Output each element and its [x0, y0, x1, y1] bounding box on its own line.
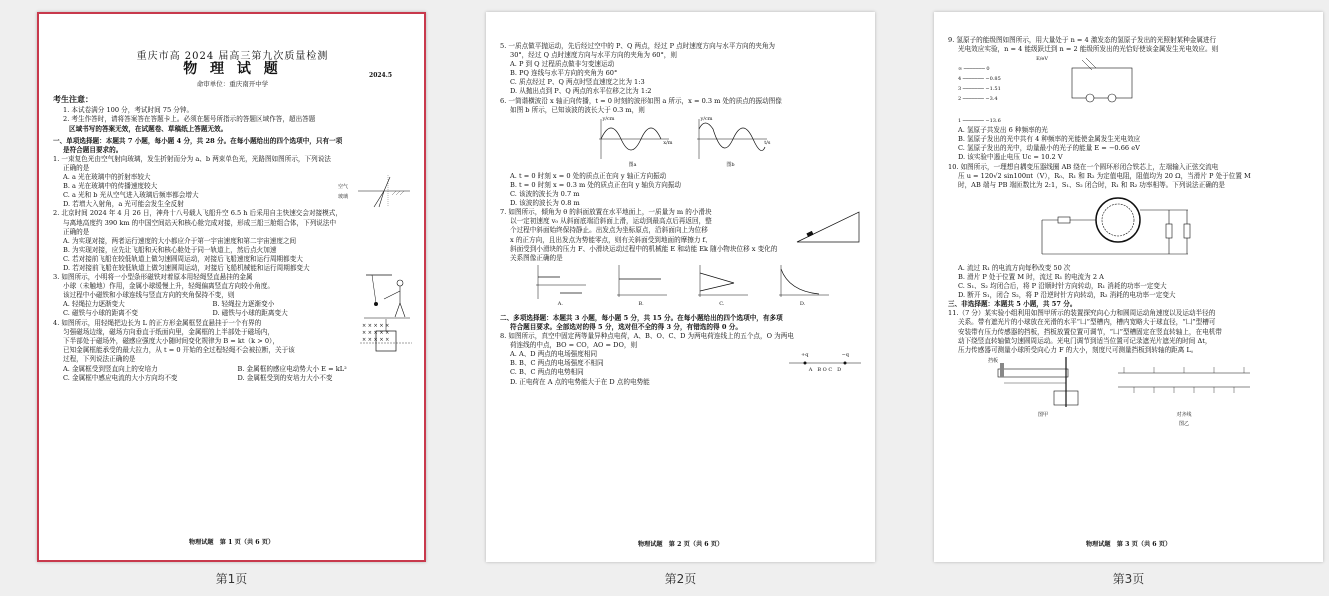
page-thumbnail-1[interactable]: [37, 12, 426, 562]
figure-caption: 图b: [726, 161, 735, 168]
energy-unit: E/eV: [1036, 56, 1048, 63]
page-label-1[interactable]: 第1页: [215, 572, 248, 586]
energy-level: 2 ─────── −3.4: [958, 96, 998, 103]
section-heading: 一、单项选择题：本题共 7 小题，每小题 4 分，共 28 分。在每小题给出的四个选项中，只有一项: [53, 136, 343, 145]
section-heading: 二、多项选择题：本题共 3 小题，每小题 5 分，共 15 分。在每小题给出的四个选项中，有多项: [500, 313, 783, 322]
question-text: 9. 氢原子的能级图如图所示，用大量处于 n = 4 激发态的氢原子发出的光照射某种金属进行: [948, 36, 1217, 44]
option: B. 氢原子发出的光中共有 4 种频率的光能使金属发生光电效应: [958, 135, 1141, 144]
figure-jia: [988, 357, 1098, 429]
question-text: 安装带有压力传感器的挡板，挡板放置位置可调节，“凵”型槽固定在竖直转轴上，在电机带: [958, 327, 1222, 336]
photoelectric-circuit: [1062, 54, 1142, 126]
option: D. 金属框受到的安培力大小不变: [237, 373, 333, 382]
magnet-person-figure: [362, 273, 412, 319]
energy-level-diagram: [958, 54, 1048, 126]
negative-charge-label: −q: [841, 352, 849, 359]
graph-option-b: [613, 265, 669, 309]
question-text: 7. 如图所示，倾角为 θ 的斜面放置在水平地面上，一质量为 m 的小滑块: [500, 208, 712, 217]
question-text: 与离地高度约 390 km 的中国空间站天和核心舱完成对接，形成三船三舱组合体，下列说法中: [63, 218, 337, 227]
svg-text:× × × × ×: × × × × ×: [362, 330, 390, 337]
option: D. 若增大入射角，a 光可能会发生全反射: [63, 200, 184, 209]
positive-charge-label: +q: [801, 352, 809, 359]
question-text: 如图 b 所示，已知该波的波长大于 0.3 m，则: [510, 105, 645, 114]
notice-title: 考生注意：: [53, 94, 93, 105]
option: A. 轻绳拉力逐渐变大: [63, 300, 125, 309]
question-text: 30°，经过 Q 点时速度方向与水平方向的夹角为 60°，则: [510, 51, 677, 60]
option: A. 氢原子共发出 6 种频率的光: [958, 126, 1048, 135]
question-text: 6. 一简谐横波沿 x 轴正向传播，t = 0 时刻的波形如图 a 所示，x = 0.3 m 处的质点的振动图像: [500, 96, 782, 105]
figure-yi: [1114, 357, 1254, 429]
graph-option-a: [532, 265, 588, 309]
exam-title-line: 重庆市高 2024 届高三第九次质量检测: [136, 51, 329, 62]
question-text: 8. 如图所示，真空中固定两等量异种点电荷，A、B、O、C、D 为两电荷连线上的五个点，O 为两电: [500, 332, 794, 341]
question-text: 关系图像正确的是: [510, 253, 563, 262]
option: A. 流过 R₁ 的电流方向每秒改变 50 次: [958, 263, 1071, 272]
notice-line: 2. 考生作答时，请将答案答在答题卡上。必须在题号所指示的答题区域作答，超出答题: [63, 115, 316, 124]
energy-level-figures: [948, 54, 1311, 126]
incline-figure: [793, 208, 863, 244]
option: D. 该波的波长为 0.8 m: [510, 199, 580, 208]
energy-level: 4 ─────── −0.85: [958, 76, 1001, 83]
question-text: 关系。带有遮光片的小球放在光滑的水平“凵”型槽内，槽内宽略大于球直径，“凵”型槽可: [958, 318, 1216, 327]
option: C. 磁铁与小球的距离不变: [63, 309, 138, 318]
option: C. 氢原子发出的光中，动量最小的光子的能量 E = −0.66 eV: [958, 144, 1140, 153]
points-label: A B O C D: [808, 367, 842, 374]
question-text: 正确的是: [63, 163, 90, 172]
section-heading: 三、非选择题：本题共 5 小题，共 57 分。: [948, 300, 1077, 309]
question-text: 个过程中斜面始终保持静止。出发点为坐标原点，沿斜面向上为位移: [510, 226, 708, 235]
question-text: 小球（未触地）作用，金属小球缓慢上升，轻绳偏离竖直方向较小角度。: [63, 282, 274, 291]
option: D. 若对接前飞船在较低轨道上做匀速圆周运动，对接后飞船机械能和运行周期都变大: [63, 263, 310, 272]
page-content: [39, 14, 424, 383]
option: A. t = 0 时刻 x = 0 处的质点正在向 y 轴正方向振动: [510, 171, 667, 180]
graph-option-c: [694, 265, 750, 309]
option: C. B、C 两点的电势相同: [510, 368, 584, 377]
glass-label: 玻璃: [338, 194, 349, 201]
option: C. 金属框中感应电流的大小方向均不变: [63, 373, 178, 382]
option-label: B.: [638, 300, 644, 307]
option: B. a 光在玻璃中的传播速度较大: [63, 182, 158, 191]
option: C. 该波的波长为 0.7 m: [510, 190, 580, 199]
svg-text:× × × × ×: × × × × ×: [362, 337, 390, 344]
figure-caption: 图甲: [1037, 411, 1048, 418]
option: D. 磁铁与小球的距离变大: [212, 309, 288, 318]
energy-level: 3 ─────── −1.51: [958, 86, 1001, 93]
align-label: 对齐线: [1176, 411, 1192, 418]
figure-caption: 图乙: [1178, 420, 1189, 427]
question-text: 11.（7 分）某实验小组利用如图甲所示的装置探究向心力和圆周运动角速度以及运动半径的: [948, 309, 1216, 318]
board-label: 挡板: [988, 357, 999, 364]
page-label-3[interactable]: 第3页: [1112, 572, 1145, 586]
page-footer: 物理试题 第 2 页（共 6 页）: [637, 541, 724, 548]
question-text: 3. 如图所示，小明将一小型条形磁铁对着原本用轻绳竖直悬挂的金属: [53, 273, 253, 282]
option: B. PQ 连线与水平方向的夹角为 60°: [510, 69, 618, 78]
option: B. B、C 两点的电场强度不相同: [510, 359, 604, 368]
question-text: 下半部处于磁场外，磁感应强度大小随时间变化规律为 B = kt（k > 0），: [63, 337, 279, 346]
subject-text: 物 理 试 题: [183, 61, 282, 78]
page-label-2[interactable]: 第2页: [664, 572, 697, 586]
page-thumbnail-3[interactable]: [934, 12, 1323, 562]
exam-unit: 命审单位：重庆南开中学: [196, 80, 269, 89]
wave-figure-b: [691, 117, 771, 170]
transformer-circuit: [948, 190, 1311, 264]
charges-figure: [787, 341, 863, 386]
question-text: 过程，下列说法正确的是: [63, 355, 136, 364]
option: A. 为实现对接，两者运行速度的大小都应介于第一宇宙速度和第二宇宙速度之间: [63, 236, 297, 245]
option-label: C.: [719, 300, 725, 307]
option: A. P 到 Q 过程质点做非匀变速运动: [510, 60, 615, 69]
question-text: 时，AB 端与 PB 端匝数比为 2:1，S₁、S₂ 闭合时，R₁ 和 R₂ 功率相等。下列说法正确的是: [958, 180, 1226, 189]
option: D. 从抛出点到 P、Q 两点的水平位移之比为 1:2: [510, 87, 652, 96]
svg-text:× × × × ×: × × × × ×: [362, 323, 390, 330]
option: B. 金属框的感应电动势大小 E = kL²: [237, 364, 347, 373]
question-text: 荷连线的中点，BO = CO，AO = DO，则: [510, 341, 638, 350]
magnetic-field-figure: [360, 319, 412, 364]
option: A. a 光在玻璃中的折射率较大: [63, 173, 151, 182]
question-text: 光电效应实验，n = 4 能级跃迁到 n = 2 能级所发出的光恰好使该金属发生光电效应。则: [958, 45, 1219, 54]
option: C. S₁、S₂ 均闭合后，将 P 沿顺时针方向转动，R₁ 消耗的功率一定变大: [958, 282, 1167, 291]
option: D. 正电荷在 A 点的电势能大于在 D 点的电势能: [510, 377, 650, 386]
notice-line: 1. 本试卷满分 100 分，考试时间 75 分钟。: [63, 106, 194, 115]
question-text: 2. 北京时间 2024 年 4 月 26 日，神舟十八号载人飞船升空 6.5 h 后采用自主快速交会对接模式，: [53, 209, 342, 218]
option: B. 为实现对接，应先让飞船和天和核心舱处于同一轨道上，然后点火加速: [63, 245, 277, 254]
y-axis-label: y/cm: [700, 115, 713, 122]
option-label: D.: [799, 300, 806, 307]
option: B. 轻绳拉力逐渐变小: [212, 300, 275, 309]
wave-figures: [500, 117, 863, 170]
subject-title: [53, 61, 412, 80]
question-text: 4. 如图所示，用轻绳把边长为 L 的正方形金属框竖直悬挂于一个有界的: [53, 319, 262, 328]
wave-figure-a: [593, 117, 673, 170]
option: C. 若对接前飞船在较低轨道上做匀速圆周运动，对接后飞船速度和运行周期都变大: [63, 254, 303, 263]
question-text: 压 u = 120√2 sin100πt（V），R₀、R₁ 和 R₂ 为定值电阻，阻值均为 20 Ω，当滑片 P 处于位置 M: [958, 171, 1251, 180]
section-heading: 是符合题目要求的。: [63, 145, 123, 154]
graph-options: [500, 263, 863, 311]
page-thumbnail-2[interactable]: [486, 12, 875, 562]
option: C. 质点经过 P、Q 两点时竖直速度之比为 1:3: [510, 78, 645, 87]
energy-level: ∞ ─────── 0: [958, 66, 990, 73]
option: D. 断开 S₁，闭合 S₂，将 P 沿逆时针方向转动，R₂ 消耗的电功率一定变大: [958, 291, 1176, 300]
question-text: 动下绕竖直转轴做匀速圆周运动。光电门调节到适当位置可记录遮光片遮光的时间 Δt，: [958, 336, 1212, 345]
air-label: 空气: [338, 184, 349, 191]
experiment-figures: [948, 357, 1311, 429]
question-text: x 的正方向，且出发点为势能零点，则有关斜面受到地面的摩擦力 f、: [510, 235, 712, 244]
question-text: 以一定初速度 v₀ 从斜面底端沿斜面上滑，运动到最高点后再返回，整: [510, 217, 712, 226]
option: C. a 光和 b 光从空气进入玻璃后频率都会增大: [63, 191, 199, 200]
question-text: 该过程中小磁铁和小球连线与竖直方向的夹角保持不变，则: [63, 291, 235, 300]
question-text: 正确的是: [63, 227, 90, 236]
page-footer: 物理试题 第 3 页（共 6 页）: [1085, 541, 1172, 548]
question-text: 10. 如图所示，一理想自耦变压器线圈 AB 绕在一个圆环形闭合铁芯上，左端输入正弦交流电: [948, 162, 1219, 171]
option: B. t = 0 时刻 x = 0.3 m 处的质点正在向 y 轴负方向振动: [510, 180, 681, 189]
question-text: 1. 一束复色光由空气射向玻璃，发生折射而分为 a、b 两束单色光，光路图如图所示，下列说法: [53, 154, 331, 163]
figure-caption: 图a: [628, 161, 637, 168]
refraction-figure: [332, 173, 412, 209]
option: A. A、D 两点的电场强度相同: [510, 350, 598, 359]
exam-date: 2024.5: [369, 72, 392, 80]
graph-option-d: [775, 265, 831, 309]
energy-level: 1 ─────── −13.6: [958, 118, 1001, 125]
option: A. 金属框受到竖直向上的安培力: [63, 364, 158, 373]
question-text: 已知金属框能承受的最大拉力，从 t = 0 开始的全过程轻绳不会被拉断，关于该: [63, 346, 295, 355]
option: B. 滑片 P 处于位置 M 时，流过 R₁ 的电流为 2 A: [958, 272, 1104, 281]
page-content: [486, 12, 875, 387]
page-content: [934, 12, 1323, 429]
notice-line: 区域书写的答案无效，在试题卷、草稿纸上答题无效。: [69, 124, 228, 133]
question-text: 斜面受到小滑块的压力 F、小滑块运动过程中的机械能 E 和动能 Ek 随小物块位移 x 变化的: [510, 244, 778, 253]
x-axis-label: x/m: [663, 139, 673, 146]
section-heading: 符合题目要求。全部选对的得 5 分，选对但不全的得 3 分，有错选的得 0 分。: [510, 322, 742, 331]
option: D. 该实验中遏止电压 Uc = 10.2 V: [958, 153, 1063, 162]
page-footer: 物理试题 第 1 页（共 6 页）: [188, 539, 275, 546]
question-text: 5. 一质点做平抛运动，先后经过空中的 P、Q 两点，经过 P 点时速度方向与水平方向的夹角为: [500, 42, 776, 50]
question-text: 压力传感器可测量小球所受向心力 F 的大小，刻度尺可测量挡板到转轴的距离 L。: [958, 345, 1198, 354]
question-text: 匀强磁场边缘，磁场方向垂直于纸面向里，金属框的上半部处于磁场内，: [63, 328, 274, 337]
t-axis-label: t/s: [764, 139, 771, 146]
option-label: A.: [557, 300, 563, 307]
y-axis-label: y/cm: [602, 115, 615, 122]
